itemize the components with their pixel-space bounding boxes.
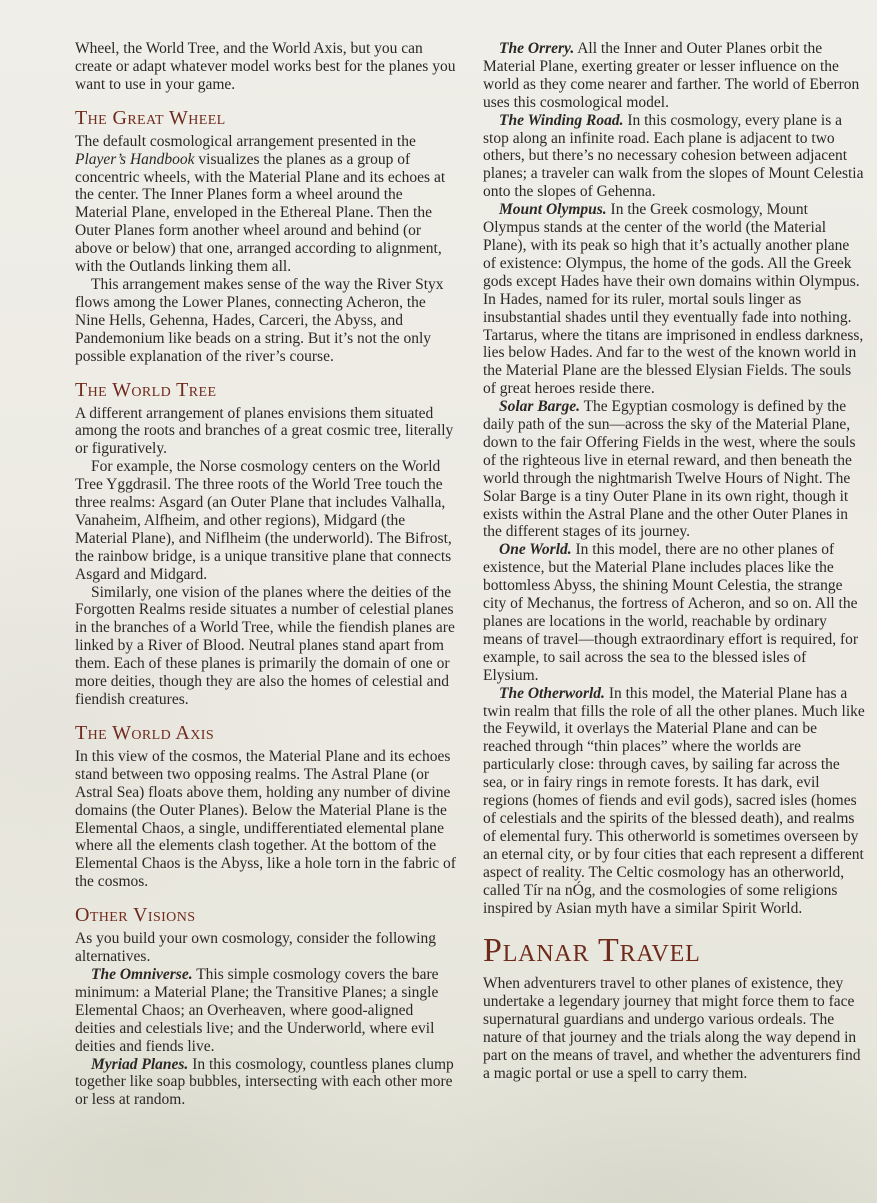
entry-myriad-planes — [75, 1056, 457, 1110]
text-run: This simple cosmology covers the bare minimum: a Material Plane; the Transitive Planes; a single Elemental Chaos; an Overheaven, where good-aligned deities and celestials live; and the Underworld, where evil deities and fiends live. — [75, 965, 439, 1055]
entry-lead: Myriad Planes. — [91, 1055, 189, 1073]
paragraph: In this view of the cosmos, the Material Plane and its echoes stand between two opposing realms. The Astral Plane (or Astral Sea) floats above them, holding any number of divine domains (the Outer Planes). Below the Material Plane is the Elemental Chaos, a single, undifferentiated elemental plane where all the elements clash together. At the bottom of the Elemental Chaos is the Abyss, like a hole torn in the fabric of the cosmos. — [75, 747, 456, 891]
section-heading-other-visions: Other Visions — [75, 904, 196, 927]
text-run: In this cosmology, every plane is a stop along an infinite road. Each plane is adjacent to two others, but there’s no necessary cohesion between adjacent planes; a traveler can walk from the slopes of Mount Celestia onto the slopes of Gehenna. — [483, 111, 864, 201]
left-column — [75, 40, 457, 1203]
right-column — [483, 40, 865, 1203]
section-heading-the-world-tree: The World Tree — [75, 378, 217, 401]
paragraph: For example, the Norse cosmology centers on the World Tree Yggdrasil. The three roots of the World Tree touch the three realms: Asgard (an Outer Plane that includes Valhalla, Vanaheim, Alfheim, and other regions), Midgard (the Material Plane), and Niflheim (the underworld). The Bifrost, the rainbow bridge, is a unique transitive plane that connects Asgard and Midgard. — [75, 458, 452, 583]
paragraph: As you build your own cosmology, consider the following alternatives. — [75, 930, 437, 966]
text-run: In this cosmology, countless planes clump together like soap bubbles, intersecting with each other more or less at random. — [75, 1055, 454, 1109]
entry-lead: The Otherworld. — [499, 684, 605, 702]
entry-lead: One World. — [499, 541, 572, 559]
entry-omniverse — [75, 966, 457, 1056]
paragraph: A different arrangement of planes envisions them situated among the roots and branches of a great cosmic tree, literally or figuratively. — [75, 404, 454, 458]
section-heading-the-great-wheel: The Great Wheel — [75, 106, 226, 129]
section-heading-the-world-axis: The World Axis — [75, 721, 215, 744]
entry-solar-barge — [483, 398, 865, 541]
entry-lead: The Orrery. — [499, 40, 575, 57]
entry-lead: Mount Olympus. — [499, 201, 607, 219]
intro-continuation-paragraph: Wheel, the World Tree, and the World Axis, but you can create or adapt whatever model works best for the planes you want to use in your game. — [75, 40, 456, 93]
entry-lead: The Omniverse. — [91, 965, 193, 983]
entry-mount-olympus — [483, 201, 865, 398]
paragraph: When adventurers travel to other planes of existence, they undertake a legendary journey that might force them to face supernatural guardians and undergo various ordeals. The nature of that journey and the trials along the way depend in part on the means of travel, and whether the adventurers find a magic portal or use a spell to carry them. — [483, 975, 861, 1082]
entry-the-winding-road — [483, 112, 865, 202]
chapter-heading-planar-travel: Planar Travel — [483, 932, 701, 970]
text-run: All the Inner and Outer Planes orbit the Material Plane, exerting greater or lesser influence on the world as they come nearer and farther. The world of Eberron uses this cosmological model. — [483, 40, 860, 111]
paragraph — [75, 133, 457, 276]
text-run: The default cosmological arrangement presented in the — [75, 132, 416, 150]
text-run: The Egyptian cosmology is defined by the daily path of the sun—across the sky of the Material Plane, down to the fair Offering Fields in the west, where the souls of the righteous live in eternal reward, and then beneath the world through the nightmarish Twelve Hours of Night. The Solar Barge is a tiny Outer Plane in its own right, though it exists within the Astral Plane and the other Outer Planes in the different stages of its journey. — [483, 398, 856, 541]
text-run: visualizes the planes as a group of concentric wheels, with the Material Plane and its echoes at the center. The Inner Planes form a wheel around the Material Plane, enveloped in the Ethereal Plane. Then the Outer Planes form another wheel around and behind (or above or below) that one, arranged according to alignment, with the Outlands linking them all. — [75, 150, 446, 276]
text-run: In this model, the Material Plane has a twin realm that fills the role of all the other planes. Much like the Feywild, it overlays the Material Plane and can be reached through “thin places” where the worlds are particularly close: through caves, by sailing far across the sea, or in fairy rings in remote forests. It has dark, evil regions (homes of fiends and evil gods), sacred isles (homes of celestials and the spirits of the blessed death), and realms of elemental fury. This otherworld is sometimes overseen by an eternal city, or by four cities that each represent a different aspect of reality. The Celtic cosmology has an otherworld, called Tír na nÓg, and the cosmologies of some religions inspired by Asian myth have a similar Spirit World. — [483, 684, 865, 917]
book-title-italic: Player’s Handbook — [75, 150, 195, 168]
entry-one-world — [483, 541, 865, 684]
entry-the-otherworld — [483, 685, 865, 918]
text-run: In this model, there are no other planes of existence, but the Material Plane includes places like the bottomless Abyss, the shining Mount Celestia, the strange city of Mechanus, the fortress of Acheron, and so on. All the planes are locations in the world, reachable by ordinary means of travel—though extraordinary effort is required, for example, to sail across the sea to the blessed isles of Elysium. — [483, 541, 859, 684]
entry-the-orrery — [483, 40, 865, 112]
entry-lead: The Winding Road. — [499, 111, 624, 129]
paragraph: Similarly, one vision of the planes where the deities of the Forgotten Realms reside situates a number of celestial planes in the branches of a World Tree, while the fiendish planes are linked by a River of Blood. Neutral planes stand apart from them. Each of these planes is primarily the domain of one or more deities, though they are also the homes of celestial and fiendish creatures. — [75, 583, 455, 708]
entry-lead: Solar Barge. — [499, 398, 580, 416]
text-run: In the Greek cosmology, Mount Olympus stands at the center of the world (the Material Plane), with its peak so high that it’s actually another plane of existence: Olympus, the home of the gods. All the Greek gods except Hades have their own domains within Olympus. In Hades, named for its ruler, mortal souls linger as insubstantial shades until they eventually fade into nothing. Tartarus, where the titans are imprisoned in endless darkness, lies below Hades. And far to the west of the known world in the Material Plane are the blessed Elysian Fields. The souls of great heroes reside there. — [483, 201, 864, 398]
paragraph: This arrangement makes sense of the way the River Styx flows among the Lower Planes, connecting Acheron, the Nine Hells, Gehenna, Hades, Carceri, the Abyss, and Pandemonium like beads on a string. But it’s not the only possible explanation of the river’s course. — [75, 275, 444, 365]
